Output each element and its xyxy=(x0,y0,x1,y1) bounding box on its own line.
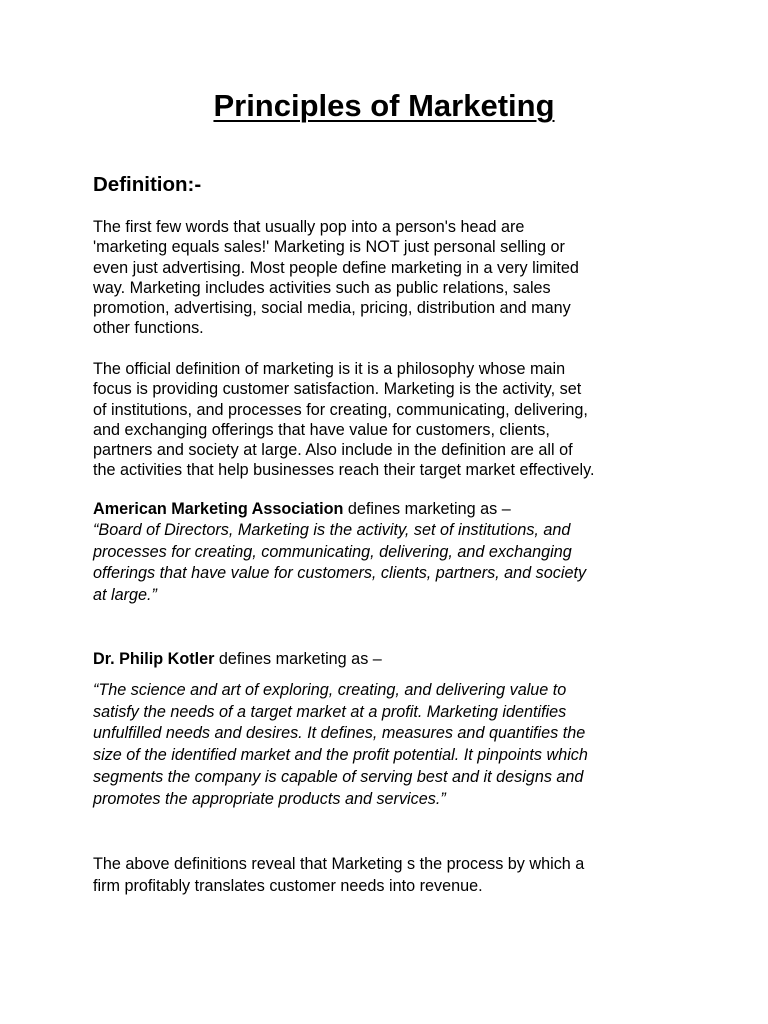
text-line: other functions. xyxy=(93,319,204,338)
quote-line: processes for creating, communicating, delivering, and exchanging xyxy=(93,542,572,561)
page-title: Principles of Marketing xyxy=(213,88,555,123)
quote-line: segments the company is capable of serving best and it designs and xyxy=(93,767,584,786)
quote-line: at large.” xyxy=(93,586,157,605)
quote-line: satisfy the needs of a target market at a profit. Marketing identifies xyxy=(93,702,567,721)
quote-line: offerings that have value for customers, clients, partners, and society xyxy=(93,564,587,583)
text-line: partners and society at large. Also include in the definition are all of xyxy=(93,441,573,460)
quote-line: size of the identified market and the profit potential. It pinpoints which xyxy=(93,746,588,765)
quote-line: “Board of Directors, Marketing is the activity, set of institutions, and xyxy=(93,521,571,539)
kotler-lead xyxy=(93,649,382,671)
text-line: firm profitably translates customer needs into revenue. xyxy=(93,877,483,895)
paragraph-official-definition xyxy=(93,359,693,481)
text-line: focus is providing customer satisfaction. Marketing is the activity, set xyxy=(93,380,582,399)
kotler-quote xyxy=(93,680,693,810)
paragraph-intro xyxy=(93,217,693,339)
text-line: The official definition of marketing is it is a philosophy whose main xyxy=(93,360,566,378)
text-line: the activities that help businesses reach their target market effectively. xyxy=(93,461,595,480)
ama-name: American Marketing Association xyxy=(93,500,344,518)
ama-defines-text: defines marketing as – xyxy=(343,500,511,518)
text-line: and exchanging offerings that have value for customers, clients, xyxy=(93,420,550,439)
text-line: of institutions, and processes for creating, communicating, delivering, xyxy=(93,400,588,419)
text-line: way. Marketing includes activities such as public relations, sales xyxy=(93,278,551,297)
text-line: The first few words that usually pop into a person's head are xyxy=(93,218,525,236)
text-line: 'marketing equals sales!' Marketing is NOT just personal selling or xyxy=(93,238,565,257)
ama-quote xyxy=(93,520,693,607)
kotler-defines-text: defines marketing as – xyxy=(214,650,382,668)
text-line: promotion, advertising, social media, pricing, distribution and many xyxy=(93,299,571,318)
quote-line: unfulfilled needs and desires. It defines, measures and quantifies the xyxy=(93,724,586,743)
text-line: even just advertising. Most people define marketing in a very limited xyxy=(93,258,579,277)
conclusion-paragraph xyxy=(93,853,584,897)
quote-line: “The science and art of exploring, creating, and delivering value to xyxy=(93,681,567,699)
text-line: The above definitions reveal that Marketing s the process by which a xyxy=(93,855,585,873)
ama-lead xyxy=(93,499,511,521)
section-heading: Definition:- xyxy=(93,173,202,196)
kotler-name: Dr. Philip Kotler xyxy=(93,650,215,668)
quote-line: promotes the appropriate products and services.” xyxy=(93,789,446,808)
